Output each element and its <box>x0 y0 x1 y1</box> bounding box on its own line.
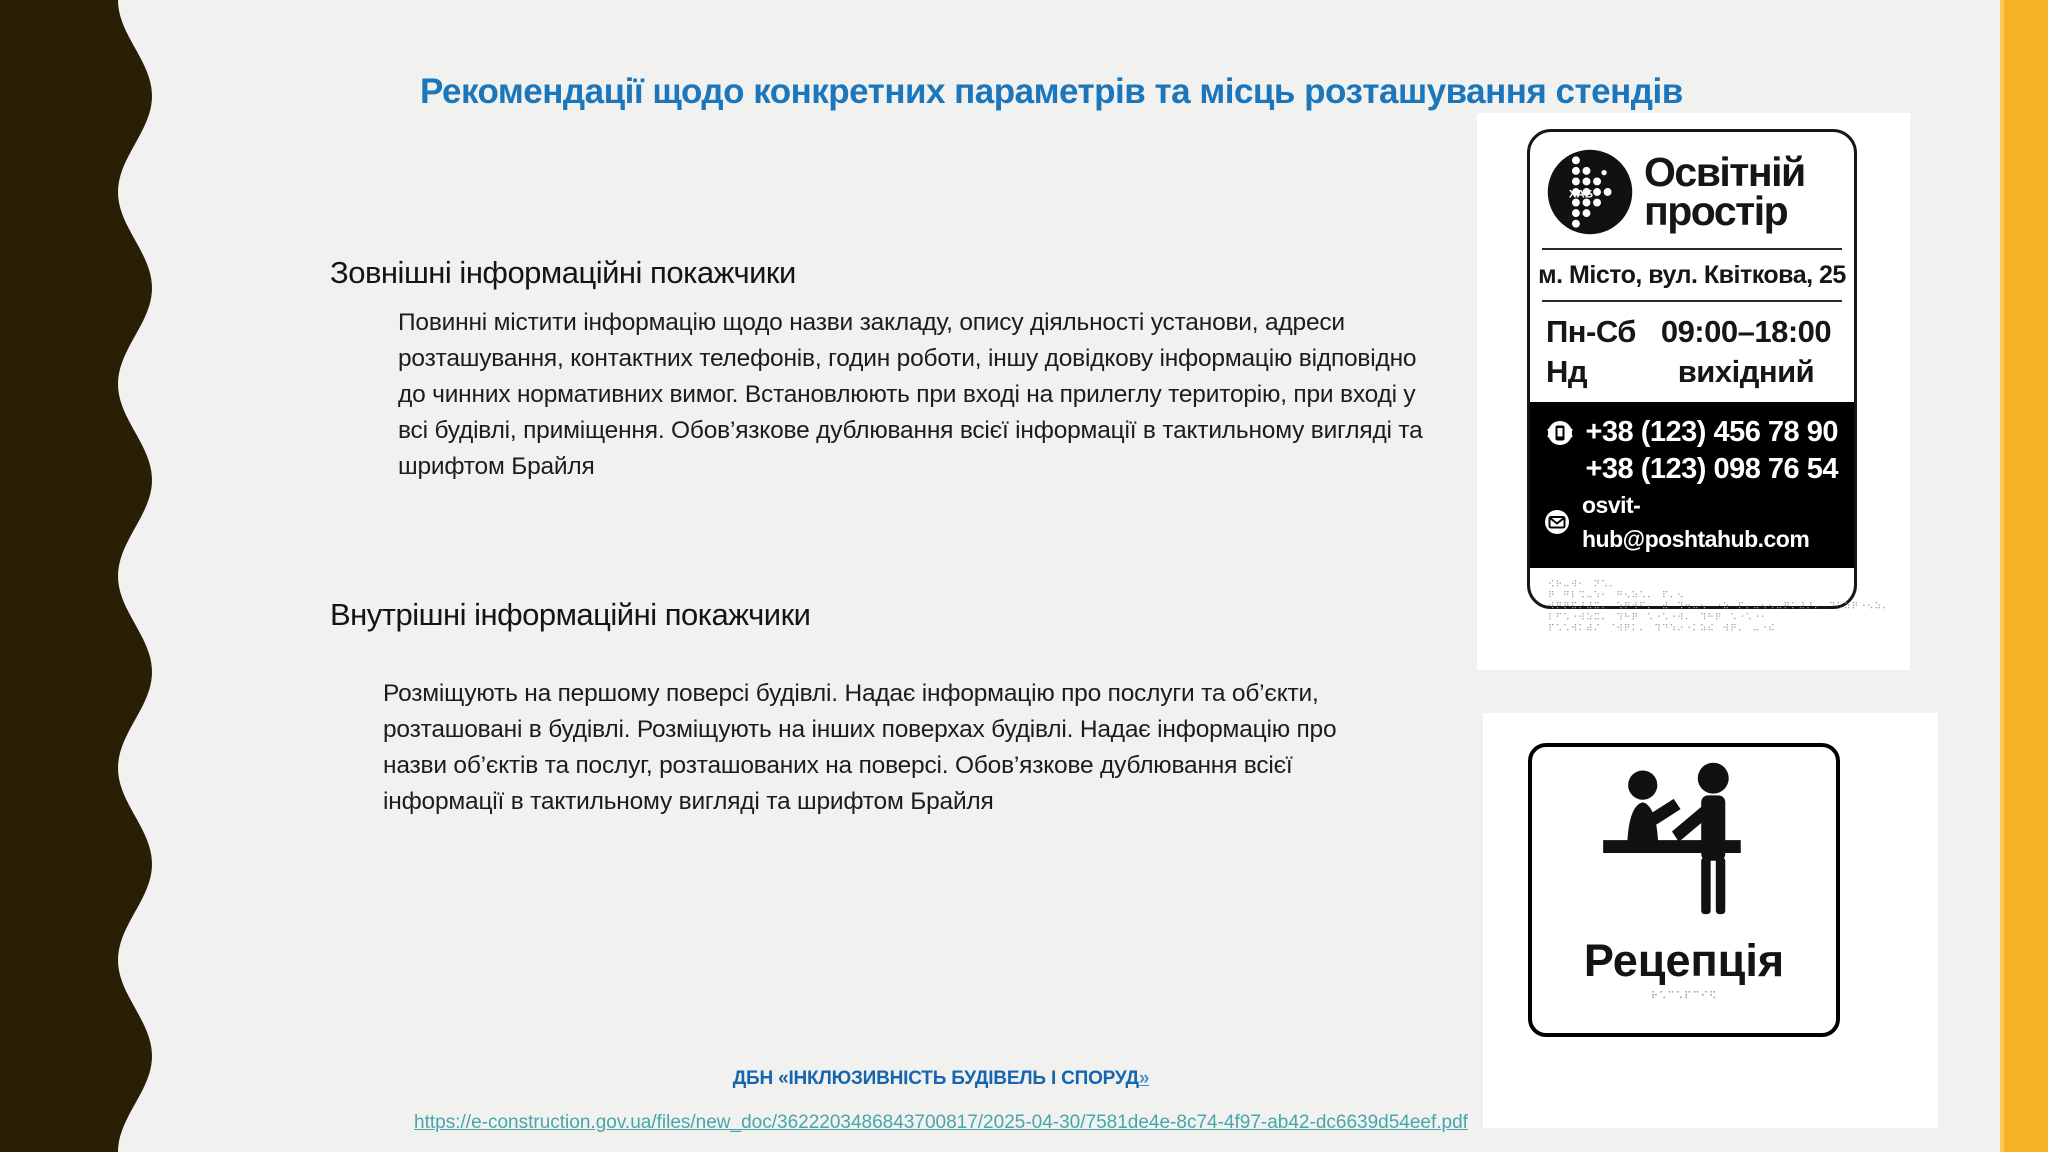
hours-days: Нд <box>1546 354 1588 389</box>
braille-block <box>1530 568 1890 635</box>
braille-line: ⠪⠗⠤⠺⠂⠀⠝⠡⠄ <box>1548 580 1617 590</box>
institution-name-line2: простір <box>1644 188 1788 234</box>
reception-braille: ⠗⠡⠉⠡⠏⠉⠊⠫ <box>1650 991 1718 1002</box>
phone-number: +38 (123) 098 76 54 <box>1585 453 1838 485</box>
braille-line: ⠟⠀⠛⠇⠩⠤⠱⠂⠀⠛⠢⠵⠡⠄⠀⠏⠄⠢ <box>1548 591 1685 601</box>
dbn-link-suffix[interactable]: » <box>1138 1068 1150 1089</box>
email-address: osvit-hub@poshtahub.com <box>1582 492 1810 552</box>
hours-time: вихідний <box>1677 354 1815 389</box>
divider <box>1542 248 1842 250</box>
section-body-internal-signs: Розміщують на першому поверсі будівлі. Надає інформацію про послуги та об’єкти, розташовані в будівлі. Розміщують на інших поверхах будівлі. Надає інформацію про назви об’єктів та послуг, розташованих на поверсі. Обов’язкове дублювання всієї інформації в тактильному вигляді та шрифтом Брайля <box>383 680 1337 815</box>
phone-icon <box>1545 418 1575 448</box>
divider <box>1542 300 1842 302</box>
working-hours <box>1530 304 1854 402</box>
sign-header <box>1530 132 1854 246</box>
right-accent-strip <box>2000 0 2048 1152</box>
phone-number: +38 (123) 456 78 90 <box>1585 416 1838 448</box>
dbn-link-text[interactable]: ДБН «ІНКЛЮЗИВНІСТЬ БУДІВЕЛЬ І СПОРУД <box>732 1068 1139 1089</box>
reception-label: Рецепція <box>1583 935 1785 986</box>
hours-days: Пн-Сб <box>1546 314 1636 349</box>
section-heading-external-signs: Зовнішні інформаційні покажчики <box>330 255 796 290</box>
page-title: Рекомендації щодо конкретних параметрів та місць розташування стендів <box>420 72 1683 111</box>
braille-line: ⠏⠡⠡⠺⠅⠾⠌⠀⠈⠺⠟⠅⠄⠀⠹⠙⠱⠔⠐⠅⠵⠮⠀⠺⠟⠄⠀⠤⠐⠮ <box>1548 624 1776 634</box>
reception-sign <box>1528 743 1840 1037</box>
phone-row <box>1542 414 1838 451</box>
email-row <box>1542 488 1838 556</box>
education-space-sign <box>1527 129 1890 634</box>
email-icon <box>1542 507 1572 537</box>
hours-row <box>1546 352 1838 392</box>
braille-line: ⠺⠟⠟⠯⠜⠼⠭⠄⠀⠱⠟⠺⠋⠄⠀⠾⠀⠹⠲⠤⠢⠀⠐⠵⠀⠏⠄⠤⠢⠢⠤⠟⠅⠼⠜⠄⠀⠙⠡⠵⠟⠐⠢⠵⠄ <box>1548 602 1890 612</box>
source-url-link <box>166 1112 1716 1134</box>
reception-desk-pictogram-icon <box>1579 761 1789 933</box>
image-panel-education-sign <box>1477 113 1910 670</box>
hours-row <box>1546 312 1838 352</box>
institution-name <box>1644 149 1805 234</box>
source-url[interactable]: https://e-construction.gov.ua/files/new_doc/3622203486843700817/2025-04-30/7581de4e-8c74-4f97-ab42-dc6639d54eef.pdf <box>414 1112 1468 1133</box>
braille-line: ⠇⠋⠡⠐⠺⠵⠭⠄⠀⠹⠓⠟⠀⠡⠐⠡⠐⠺⠄⠀⠹⠓⠟⠀⠡⠐⠡⠐⠂ <box>1548 613 1769 623</box>
hours-time: 09:00–18:00 <box>1660 314 1832 349</box>
contact-band <box>1530 402 1854 568</box>
institution-name-line1: Освітній <box>1644 149 1805 195</box>
left-wave-decoration <box>0 0 160 1152</box>
hub-logo-text: ХАБ <box>1568 188 1593 201</box>
hub-arrow-logo-icon <box>1546 148 1634 236</box>
section-heading-internal-signs: Внутрішні інформаційні покажчики <box>330 597 811 632</box>
image-panel-reception-sign <box>1483 713 1938 1128</box>
dbn-document-link[interactable] <box>166 1068 1716 1090</box>
section-body-external-signs: Повинні містити інформацію щодо назви закладу, опису діяльності установи, адреси розташування, контактних телефонів, годин роботи, іншу довідкову інформацію відповідно до чинних нормативних вимог. Встановлюють при вході на прилеглу територію, при вході у всі будівлі, приміщення. Обов’язкове дублювання всієї інформації в тактильному вигляді та шрифтом Брайля <box>398 309 1423 480</box>
phone-row <box>1542 451 1838 488</box>
address-text: м. Місто, вул. Квіткова, 25 <box>1538 261 1846 289</box>
